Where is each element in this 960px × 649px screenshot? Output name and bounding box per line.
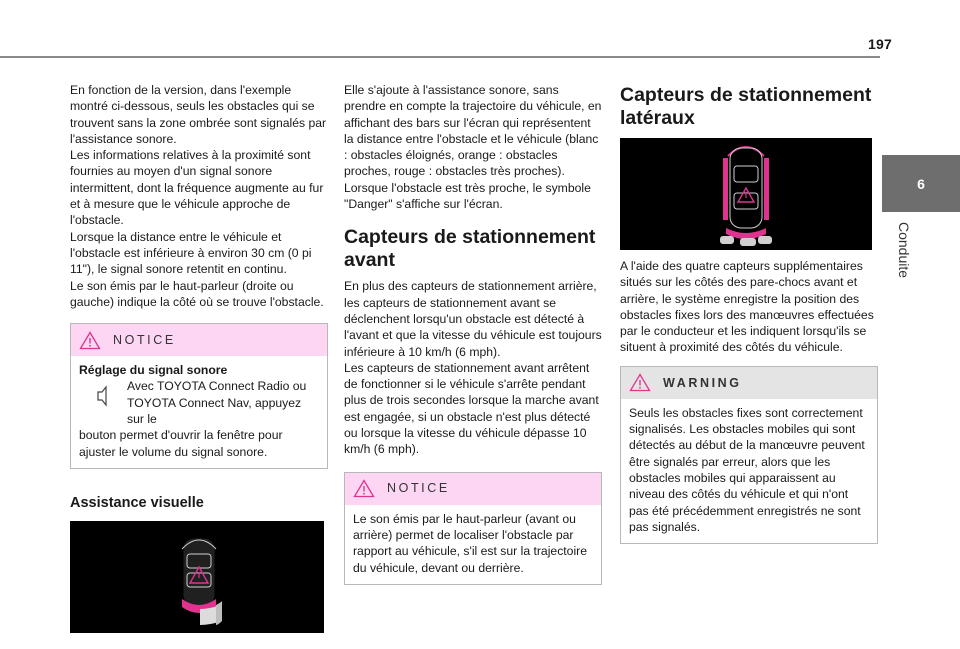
- car-parking-sensor-display: [70, 521, 324, 633]
- warning-body: Seuls les obstacles fixes sont correctement signalisés. Les obstacles mobiles qui sont détectés au début de la manœuvre peuvent être signalés par erreur, alors que les obstacles mobiles qui apparaissent au niveau des côtés du véhicule et qui n'ont pas été précédemment enregistrés ne sont pas signalés.: [629, 405, 865, 534]
- speaker-icon: [96, 384, 110, 408]
- notice-sound-row: [79, 378, 319, 427]
- warning-triangle-icon: [353, 479, 375, 498]
- section-heading: Assistance visuelle: [70, 494, 204, 511]
- column-right: [620, 82, 878, 544]
- notice-header: [71, 324, 327, 356]
- notice-text-indented: Avec TOYOTA Connect Radio ou TOYOTA Connect Nav, appuyez sur le: [127, 379, 307, 427]
- paragraph: En plus des capteurs de stationnement arrière, les capteurs de stationnement avant se déclenchent lorsqu'un obstacle est détecté à l'avant et que la vitesse du véhicule est toujours inférieure à 10 km/h (6 mph).: [344, 279, 602, 359]
- column-middle: [344, 82, 602, 585]
- chapter-label-container: [892, 222, 912, 292]
- side-sensors-image: [620, 138, 872, 250]
- notice-box: [70, 323, 328, 469]
- header-rule: [0, 56, 880, 58]
- paragraph: Le son émis par le haut-parleur (droite ou gauche) indique la côté où se trouve l'obstacle.: [70, 278, 324, 309]
- warning-title: WARNING: [663, 375, 742, 390]
- visual-assist-image: [70, 521, 324, 633]
- column-left: [70, 82, 328, 633]
- notice-text-rest: bouton permet d'ouvrir la fenêtre pour ajuster le volume du signal sonore.: [79, 428, 283, 459]
- paragraph: Les informations relatives à la proximité sont fournies au moyen d'un signal sonore intermittent, dont la fréquence augmente au fur et à mesure que le véhicule approche de l'obstacle.: [70, 148, 324, 228]
- paragraph: Elle s'ajoute à l'assistance sonore, sans prendre en compte la trajectoire du véhicule, en affichant des bars sur l'écran qui représentent la distance entre l'obstacle et le véhicule (blanc : obstacles éloignés, orange : obstacles proches, rouge : obstacles très proches).: [344, 83, 602, 179]
- warning-box: [620, 366, 878, 544]
- notice-title: NOTICE: [387, 481, 450, 496]
- page-number: 197: [868, 36, 892, 52]
- paragraph: A l'aide des quatre capteurs supplémentaires situés sur les côtés des pare-chocs avant et arrière, le système enregistre la position des obstacles fixes lors des manœuvres effectuées par le conducteur et les indiquent lorsqu'ils se situent à proximité des côtés du véhicule.: [620, 259, 874, 355]
- notice-header: [345, 473, 601, 505]
- notice-subtitle: Réglage du signal sonore: [79, 363, 228, 378]
- warning-triangle-icon: [629, 373, 651, 392]
- car-parking-sensor-display: [620, 138, 872, 250]
- speaker-icon-wrap: [79, 378, 127, 427]
- chapter-number: 6: [917, 175, 925, 192]
- paragraph: Lorsque l'obstacle est très proche, le symbole "Danger" s'affiche sur l'écran.: [344, 180, 591, 212]
- notice-body: [71, 356, 327, 468]
- warning-triangle-icon: [79, 331, 101, 350]
- warning-header: [621, 367, 877, 399]
- section-heading: Capteurs de stationnement avant: [344, 226, 596, 272]
- chapter-label: Conduite: [896, 222, 912, 279]
- paragraph: Lorsque la distance entre le véhicule et l'obstacle est inférieure à environ 30 cm (0 pi 11"), le signal sonore retentit en continu.: [70, 229, 312, 277]
- section-heading: Capteurs de stationnement latéraux: [620, 84, 872, 129]
- chapter-tab[interactable]: [882, 155, 960, 212]
- notice-title: NOTICE: [113, 333, 176, 347]
- notice-body: Le son émis par le haut-parleur (avant ou arrière) permet de localiser l'obstacle par rapport au véhicule, s'il est sur la trajectoire du véhicule, devant ou derrière.: [353, 511, 587, 575]
- paragraph: Les capteurs de stationnement avant arrêtent de fonctionner si le véhicule s'arrête pendant plus de trois secondes lorsque la marche avant est engagée, si un obstacle n'est plus détecté ou lorsque la vitesse du véhicule dépasse 10 km/h (6 mph).: [344, 360, 599, 457]
- paragraph: En fonction de la version, dans l'exemple montré ci-dessous, seuls les obstacles qui se trouvent sans la zone ombrée sont signalés par l'assistance sonore.: [70, 83, 327, 146]
- notice-box: [344, 472, 602, 585]
